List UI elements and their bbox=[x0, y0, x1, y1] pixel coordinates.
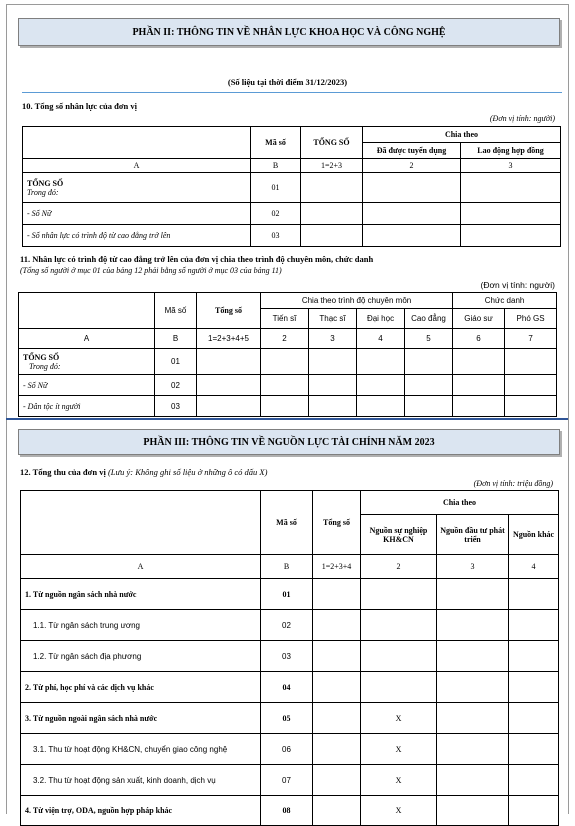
q12-row4-x bbox=[361, 672, 437, 703]
q12-row8-code: 08 bbox=[261, 796, 313, 826]
cell[interactable] bbox=[197, 349, 261, 375]
q11-idx-4: 4 bbox=[357, 329, 405, 349]
q11-head-group2: Chức danh bbox=[453, 293, 557, 309]
table-row bbox=[21, 672, 559, 703]
q12-row3-code: 03 bbox=[261, 641, 313, 672]
cell[interactable] bbox=[313, 610, 361, 641]
q10-index-row bbox=[23, 159, 561, 173]
cell[interactable] bbox=[313, 796, 361, 826]
table-row bbox=[23, 225, 561, 247]
q11-idx-5: 5 bbox=[405, 329, 453, 349]
q12-row8-x: X bbox=[361, 796, 437, 826]
cell[interactable] bbox=[509, 796, 559, 826]
q11-head-group1: Chia theo trình độ chuyên môn bbox=[261, 293, 453, 309]
cell[interactable] bbox=[509, 734, 559, 765]
page-border-right bbox=[568, 4, 569, 814]
cell[interactable] bbox=[357, 349, 405, 375]
q12-idx-4: 4 bbox=[509, 555, 559, 579]
q10-head-col1: Đã được tuyển dụng bbox=[363, 143, 461, 159]
q12-row6-x: X bbox=[361, 734, 437, 765]
q11-idx-3: 3 bbox=[309, 329, 357, 349]
q12-title-line bbox=[20, 467, 267, 477]
q11-unit: (Đơn vị tính: người) bbox=[480, 280, 555, 290]
q12-head-maso: Mã số bbox=[261, 491, 313, 555]
q11-head-blank bbox=[19, 293, 155, 329]
q11-row2-code: 02 bbox=[155, 375, 197, 396]
q12-title-note: (Lưu ý: Không ghi số liệu ở những ô có dấu X) bbox=[107, 467, 268, 477]
q12-row1-code: 01 bbox=[261, 579, 313, 610]
q12-row3-label: 1.2. Từ ngân sách địa phương bbox=[21, 641, 261, 672]
q10-row1-col1[interactable] bbox=[363, 173, 461, 203]
q12-row6-code: 06 bbox=[261, 734, 313, 765]
q11-table bbox=[18, 292, 557, 417]
page-divider bbox=[6, 418, 568, 420]
q10-head-maso: Mã số bbox=[251, 127, 301, 159]
q12-row7-x: X bbox=[361, 765, 437, 796]
table-row bbox=[21, 703, 559, 734]
q12-row6-label: 3.1. Thu từ hoạt động KH&CN, chuyển giao công nghệ bbox=[21, 734, 261, 765]
page-border-top bbox=[6, 4, 568, 5]
q11-row3-label: - Dân tộc ít người bbox=[19, 396, 155, 417]
q12-row5-label: 3. Từ nguồn ngoài ngân sách nhà nước bbox=[21, 703, 261, 734]
part2-rule bbox=[22, 92, 562, 93]
q10-row1-label bbox=[23, 173, 251, 203]
q11-head-tongso: Tổng số bbox=[197, 293, 261, 329]
q11-row1-code: 01 bbox=[155, 349, 197, 375]
q11-head-daihoc: Đại học bbox=[357, 309, 405, 329]
q11-idx-a: A bbox=[19, 329, 155, 349]
q11-row1-title: TỔNG SỐ bbox=[23, 352, 60, 362]
q11-row1-sub: Trong đó: bbox=[29, 361, 61, 371]
q10-row1-title: TỔNG SỐ bbox=[27, 178, 64, 188]
cell[interactable] bbox=[505, 375, 557, 396]
part3-header: PHẦN III: THÔNG TIN VỀ NGUỒN LỰC TÀI CHÍNH NĂM 2023 bbox=[18, 429, 560, 455]
table-row bbox=[23, 173, 561, 203]
q12-table bbox=[20, 490, 559, 826]
q10-row2-col2[interactable] bbox=[461, 203, 561, 225]
cell[interactable] bbox=[437, 765, 509, 796]
q10-idx-1: 1=2+3 bbox=[301, 159, 363, 173]
cell[interactable] bbox=[509, 765, 559, 796]
q10-head-chiatheo: Chia theo bbox=[363, 127, 561, 143]
q12-row4-code: 04 bbox=[261, 672, 313, 703]
cell[interactable] bbox=[261, 396, 309, 417]
q12-row3-x bbox=[361, 641, 437, 672]
table-row bbox=[21, 641, 559, 672]
q10-row3-col1[interactable] bbox=[363, 225, 461, 247]
q11-head-thacsi: Thạc sĩ bbox=[309, 309, 357, 329]
q10-head-col2: Lao động hợp đồng bbox=[461, 143, 561, 159]
cell[interactable] bbox=[509, 703, 559, 734]
cell[interactable] bbox=[453, 349, 505, 375]
q12-row5-x: X bbox=[361, 703, 437, 734]
q11-idx-7: 7 bbox=[505, 329, 557, 349]
page-border-left bbox=[6, 4, 7, 814]
q11-row3-code: 03 bbox=[155, 396, 197, 417]
q11-head-caodang: Cao đẳng bbox=[405, 309, 453, 329]
cell[interactable] bbox=[437, 641, 509, 672]
cell[interactable] bbox=[405, 349, 453, 375]
table-row bbox=[21, 765, 559, 796]
cell[interactable] bbox=[313, 641, 361, 672]
cell[interactable] bbox=[437, 672, 509, 703]
q12-head-col1: Nguồn sự nghiệp KH&CN bbox=[361, 515, 437, 555]
q11-title: 11. Nhân lực có trình độ từ cao đẳng trở lên của đơn vị chia theo trình độ chuyên môn, chức danh bbox=[20, 254, 374, 264]
q10-row1-total[interactable] bbox=[301, 173, 363, 203]
q11-head-phogs: Phó GS bbox=[505, 309, 557, 329]
q12-head-chiatheo: Chia theo bbox=[361, 491, 559, 515]
q12-idx-b: B bbox=[261, 555, 313, 579]
q10-row2-label: - Số Nữ bbox=[23, 203, 251, 225]
q10-unit: (Đơn vị tính: người) bbox=[489, 114, 555, 123]
q10-row1-sub: Trong đó: bbox=[27, 187, 59, 197]
cell[interactable] bbox=[197, 396, 261, 417]
table-row bbox=[21, 579, 559, 610]
q12-idx-1: 1=2+3+4 bbox=[313, 555, 361, 579]
q12-row7-label: 3.2. Thu từ hoạt động sản xuất, kinh doanh, dịch vụ bbox=[21, 765, 261, 796]
q10-idx-a: A bbox=[23, 159, 251, 173]
cell[interactable] bbox=[313, 703, 361, 734]
cell[interactable] bbox=[309, 349, 357, 375]
table-row bbox=[21, 734, 559, 765]
cell[interactable] bbox=[437, 734, 509, 765]
q10-row2-col1[interactable] bbox=[363, 203, 461, 225]
q10-title: 10. Tổng số nhân lực của đơn vị bbox=[22, 101, 137, 111]
table-row bbox=[19, 396, 557, 417]
q12-row5-code: 05 bbox=[261, 703, 313, 734]
q12-head-col2: Nguồn đầu tư phát triển bbox=[437, 515, 509, 555]
q12-idx-2: 2 bbox=[361, 555, 437, 579]
q12-row2-x bbox=[361, 610, 437, 641]
q12-head-blank bbox=[21, 491, 261, 555]
part2-header: PHẦN II: THÔNG TIN VỀ NHÂN LỰC KHOA HỌC VÀ CÔNG NGHỆ bbox=[18, 18, 560, 46]
cell[interactable] bbox=[437, 703, 509, 734]
q12-row7-code: 07 bbox=[261, 765, 313, 796]
q10-idx-b: B bbox=[251, 159, 301, 173]
cell[interactable] bbox=[313, 579, 361, 610]
q10-row3-total[interactable] bbox=[301, 225, 363, 247]
cell[interactable] bbox=[437, 579, 509, 610]
q11-index-row bbox=[19, 329, 557, 349]
q10-row1-col2[interactable] bbox=[461, 173, 561, 203]
cell[interactable] bbox=[357, 396, 405, 417]
q12-row8-label: 4. Từ viện trợ, ODA, nguồn hợp pháp khác bbox=[21, 796, 261, 826]
q12-row1-label: 1. Từ nguồn ngân sách nhà nước bbox=[21, 579, 261, 610]
cell[interactable] bbox=[313, 734, 361, 765]
part2-date-note: (Số liệu tại thời điểm 31/12/2023) bbox=[227, 77, 348, 87]
q12-row2-label: 1.1. Từ ngân sách trung ương bbox=[21, 610, 261, 641]
q11-idx-6: 6 bbox=[453, 329, 505, 349]
q11-idx-b: B bbox=[155, 329, 197, 349]
q12-idx-a: A bbox=[21, 555, 261, 579]
table-row bbox=[21, 610, 559, 641]
cell[interactable] bbox=[453, 375, 505, 396]
q10-idx-3: 3 bbox=[461, 159, 561, 173]
cell[interactable] bbox=[509, 672, 559, 703]
cell[interactable] bbox=[453, 396, 505, 417]
q10-head-tongso: TỔNG SỐ bbox=[301, 127, 363, 159]
cell[interactable] bbox=[309, 396, 357, 417]
q11-head-giaosu: Giáo sư bbox=[453, 309, 505, 329]
cell[interactable] bbox=[357, 375, 405, 396]
q12-index-row bbox=[21, 555, 559, 579]
cell[interactable] bbox=[509, 579, 559, 610]
q10-idx-2: 2 bbox=[363, 159, 461, 173]
q11-idx-2: 2 bbox=[261, 329, 309, 349]
q10-table bbox=[22, 126, 561, 247]
q10-row3-code: 03 bbox=[251, 225, 301, 247]
q12-row4-label: 2. Từ phí, học phí và các dịch vụ khác bbox=[21, 672, 261, 703]
q10-row1-code: 01 bbox=[251, 173, 301, 203]
q11-head-maso: Mã số bbox=[155, 293, 197, 329]
q11-idx-1: 1=2+3+4+5 bbox=[197, 329, 261, 349]
cell[interactable] bbox=[309, 375, 357, 396]
q11-row1-label bbox=[19, 349, 155, 375]
cell[interactable] bbox=[509, 610, 559, 641]
table-row bbox=[23, 203, 561, 225]
cell[interactable] bbox=[405, 396, 453, 417]
cell[interactable] bbox=[505, 396, 557, 417]
q11-head-tiensi: Tiến sĩ bbox=[261, 309, 309, 329]
q10-row2-code: 02 bbox=[251, 203, 301, 225]
cell[interactable] bbox=[509, 641, 559, 672]
q10-row2-total[interactable] bbox=[301, 203, 363, 225]
q12-head-col3: Nguồn khác bbox=[509, 515, 559, 555]
q12-row1-x bbox=[361, 579, 437, 610]
q12-title: 12. Tổng thu của đơn vị bbox=[20, 467, 106, 477]
q12-row2-code: 02 bbox=[261, 610, 313, 641]
q10-row3-col2[interactable] bbox=[461, 225, 561, 247]
q10-head-blank bbox=[23, 127, 251, 159]
cell[interactable] bbox=[437, 796, 509, 826]
table-row bbox=[19, 375, 557, 396]
cell[interactable] bbox=[505, 349, 557, 375]
table-row bbox=[19, 349, 557, 375]
q11-subtitle: (Tổng số người ở mục 01 của bảng 12 phải bằng số người ở mục 03 của bảng 11) bbox=[20, 266, 282, 275]
cell[interactable] bbox=[197, 375, 261, 396]
cell[interactable] bbox=[405, 375, 453, 396]
q10-row3-label: - Số nhân lực có trình độ từ cao đẳng trở lên bbox=[23, 225, 251, 247]
cell[interactable] bbox=[313, 765, 361, 796]
cell[interactable] bbox=[261, 375, 309, 396]
cell[interactable] bbox=[261, 349, 309, 375]
q11-row2-label: - Số Nữ bbox=[19, 375, 155, 396]
q12-unit: (Đơn vị tính: triệu đồng) bbox=[473, 479, 553, 488]
table-row bbox=[21, 796, 559, 826]
q12-idx-3: 3 bbox=[437, 555, 509, 579]
cell[interactable] bbox=[437, 610, 509, 641]
q12-head-tongso: Tổng số bbox=[313, 491, 361, 555]
cell[interactable] bbox=[313, 672, 361, 703]
